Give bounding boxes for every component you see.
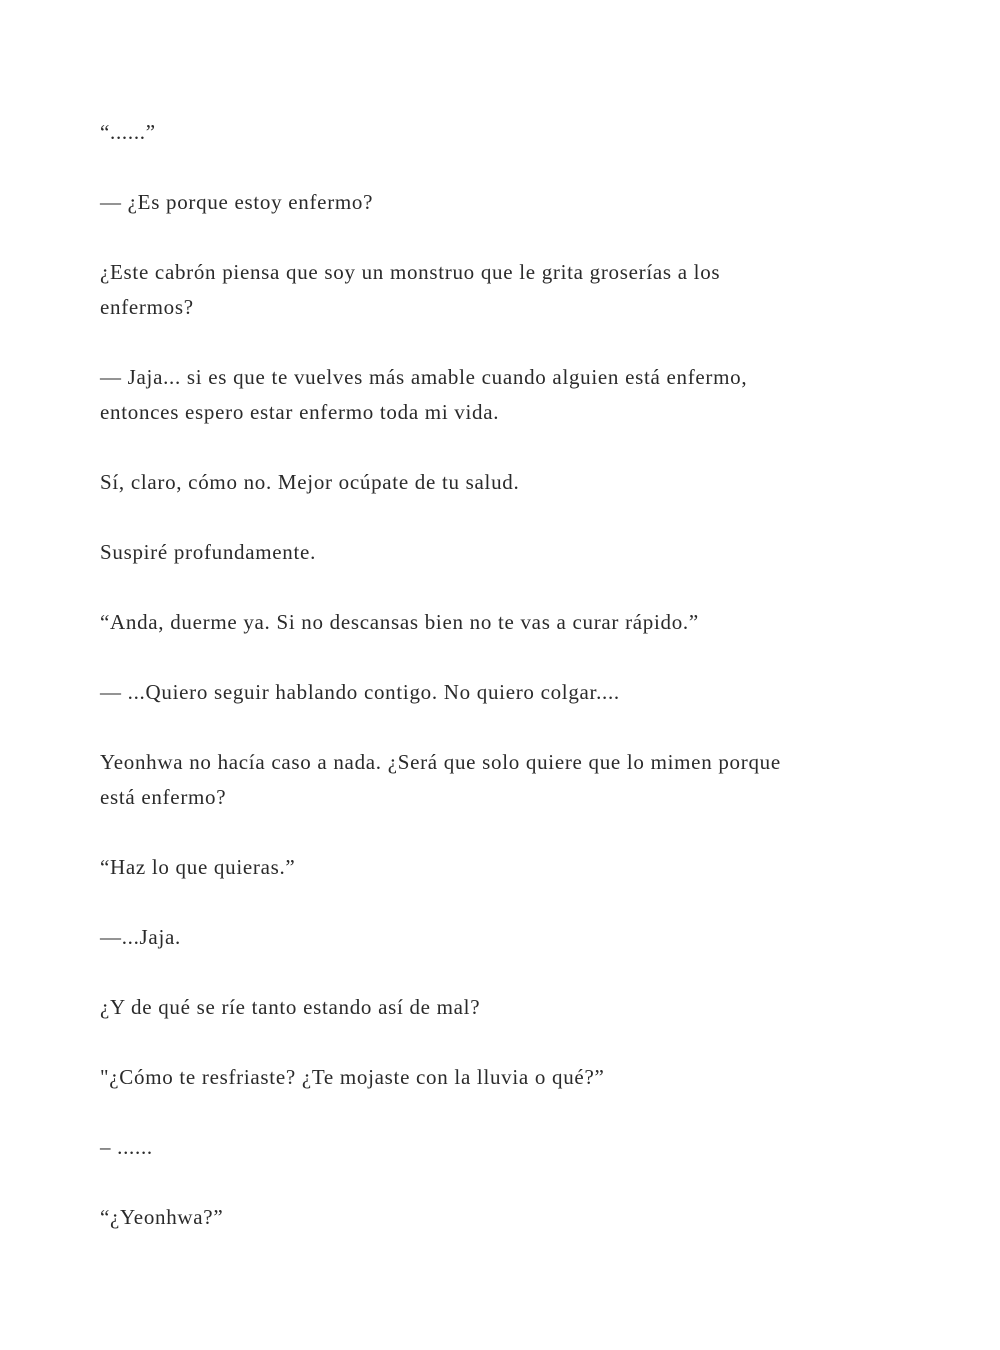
text-line: Yeonhwa no hacía caso a nada. ¿Será que solo quiere que lo mimen porque	[100, 750, 781, 774]
paragraph	[100, 535, 900, 570]
text-line: “......”	[100, 120, 156, 144]
text-line: Suspiré profundamente.	[100, 540, 317, 564]
text-line: enfermos?	[100, 295, 194, 319]
text-line: "¿Cómo te resfriaste? ¿Te mojaste con la lluvia o qué?”	[100, 1065, 605, 1089]
paragraph	[100, 1060, 900, 1095]
document-body	[100, 115, 900, 1270]
paragraph	[100, 675, 900, 710]
paragraph	[100, 745, 900, 815]
text-line: ¿Y de qué se ríe tanto estando así de mal?	[100, 995, 481, 1019]
text-line: — ...Quiero seguir hablando contigo. No quiero colgar....	[100, 680, 620, 704]
text-line: entonces espero estar enfermo toda mi vida.	[100, 400, 500, 424]
paragraph	[100, 1130, 900, 1165]
paragraph	[100, 185, 900, 220]
paragraph	[100, 465, 900, 500]
paragraph	[100, 360, 900, 430]
text-line: —...Jaja.	[100, 925, 181, 949]
text-line: Sí, claro, cómo no. Mejor ocúpate de tu salud.	[100, 470, 520, 494]
text-line: – ......	[100, 1135, 153, 1159]
text-line: — Jaja... si es que te vuelves más amable cuando alguien está enfermo,	[100, 365, 748, 389]
paragraph	[100, 115, 900, 150]
text-line: — ¿Es porque estoy enfermo?	[100, 190, 374, 214]
text-line: “Haz lo que quieras.”	[100, 855, 296, 879]
paragraph	[100, 605, 900, 640]
text-line: está enfermo?	[100, 785, 227, 809]
paragraph	[100, 1200, 900, 1235]
paragraph	[100, 850, 900, 885]
paragraph	[100, 920, 900, 955]
text-line: “¿Yeonhwa?”	[100, 1205, 224, 1229]
paragraph	[100, 990, 900, 1025]
text-line: “Anda, duerme ya. Si no descansas bien no te vas a curar rápido.”	[100, 610, 699, 634]
paragraph	[100, 255, 900, 325]
text-line: ¿Este cabrón piensa que soy un monstruo que le grita groserías a los	[100, 260, 721, 284]
